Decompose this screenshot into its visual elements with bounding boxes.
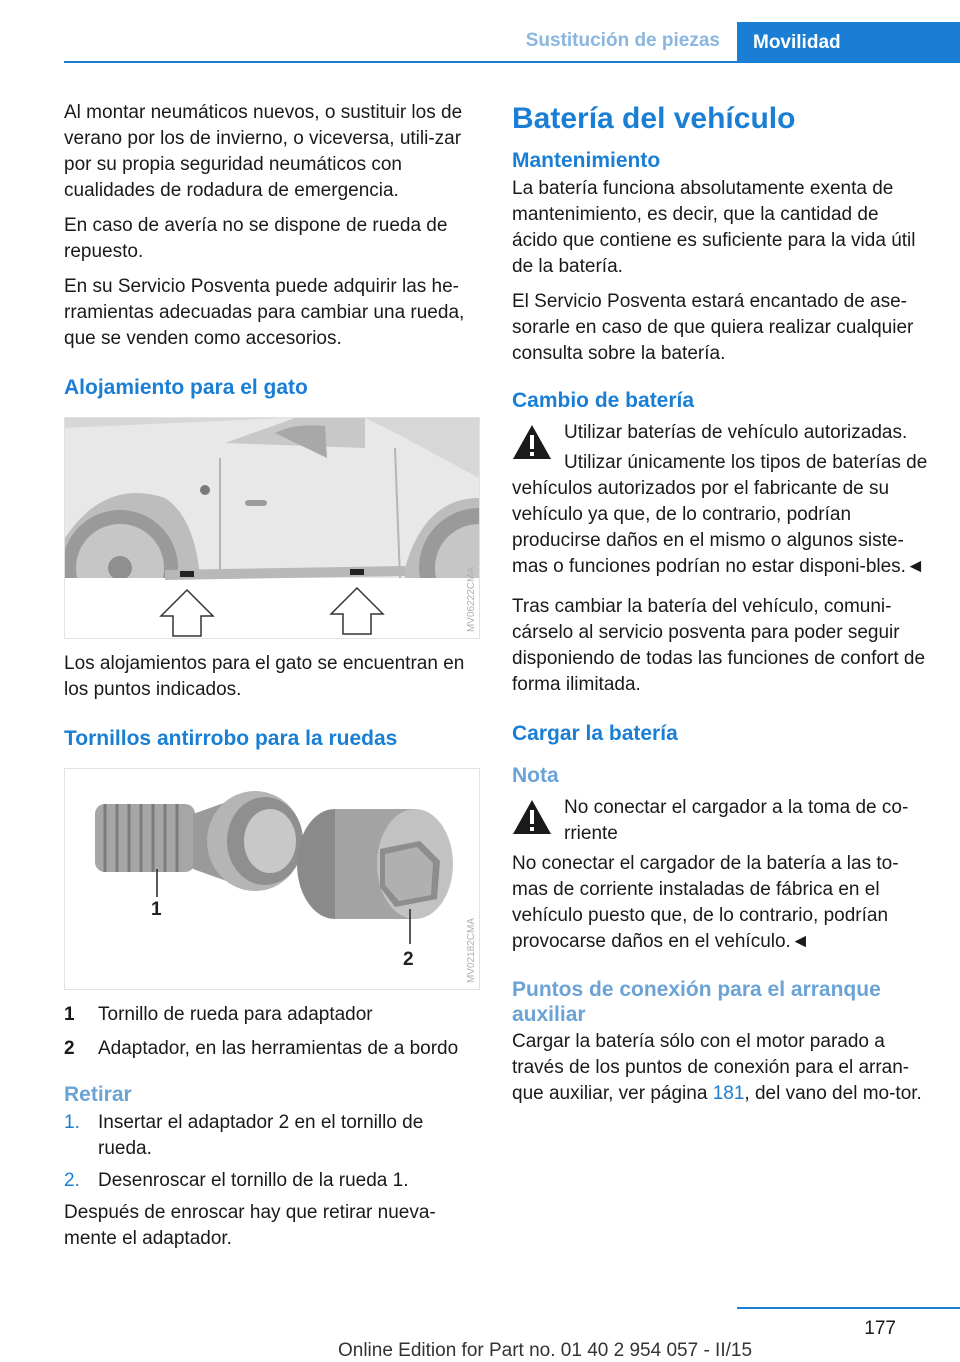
callout-2: 2 [403,949,414,970]
wheel-lock-legend [64,1002,482,1062]
legend-number: 1 [64,1004,75,1025]
warning-triangle-icon [512,424,552,460]
wheel-lock-bolt-illustration [65,769,479,989]
warning-title: Utilizar baterías de vehículo autorizadas. [564,422,908,443]
warning-body: Utilizar únicamente los tipos de baterías de vehículos autorizados por el fabricante de su vehículo ya que, de lo contrario, podrían producirse daños en el mismo o algunos siste‐mas o funciones podrían no estar disponi‐bles.◄ [512,452,928,577]
battery-title: Batería del vehículo [512,102,796,135]
jump-start-paragraph [512,1029,928,1107]
tire-paragraph-1: Al montar neumáticos nuevos, o sustituir los de verano por los de invierno, o viceversa, utili‐zar por su propia seguridad neumáticos con cualidades de rodadura de emergencia. [64,102,463,201]
battery-change-after: Tras cambiar la batería del vehículo, comuni‐cárselo al servicio posventa para poder seguir disponiendo de todas las funciones de confort de forma ilimitada. [512,596,926,695]
edition-footer: Online Edition for Part no. 01 40 2 954 057 - II/15 [337,1340,753,1361]
charge-heading: Cargar la batería [512,722,678,745]
remove-steps [64,1110,482,1194]
step-number: 2. [64,1170,80,1191]
jump-start-heading: Puntos de conexión para el arranque auxiliar [512,978,881,1026]
maintenance-heading: Mantenimiento [512,149,661,172]
warning-title: No conectar el cargador a la toma de co‐rriente [564,797,909,844]
battery-change-warning [512,420,928,446]
legend-item [64,1036,482,1062]
jump-start-text: Cargar la batería sólo con el motor parado a través de los puntos de conexión para el arran‐que auxiliar, ver página [512,1031,910,1104]
page-number: 177 [864,1318,896,1339]
charge-warning [512,795,928,847]
step-text: Desenroscar el tornillo de la rueda 1. [98,1170,409,1191]
right-column [512,100,928,1116]
figure-code: MV02182CMA [466,917,477,983]
legend-item [64,1002,482,1028]
legend-number: 2 [64,1038,75,1059]
running-header-section: Sustitución de piezas [525,30,720,51]
car-side-illustration [65,418,479,638]
wheel-lock-heading: Tornillos antirrobo para la ruedas [64,727,398,750]
remove-after-text: Después de enroscar hay que retirar nueva‐mente el adaptador. [64,1202,436,1249]
legend-text: Adaptador, en las herramientas de a bordo [98,1038,459,1059]
wheel-lock-figure [64,768,480,990]
left-column [64,100,482,1261]
running-header-chapter-tab: Movilidad [737,22,960,63]
note-heading: Nota [512,764,559,787]
warning-triangle-icon [512,799,552,835]
step-number: 1. [64,1112,80,1133]
warning-body: No conectar el cargador de la batería a las to‐mas de corriente instaladas de fábrica en el vehículo puesto que, de lo contrario, podrían provocarse daños en el vehículo.◄ [512,853,899,952]
maintenance-paragraph-2: El Servicio Posventa estará encantado de ase‐sorarle en caso de que quiera realizar cualquier consulta sobre la batería. [512,291,914,364]
legend-text: Tornillo de rueda para adaptador [98,1004,373,1025]
tire-paragraph-2: En caso de avería no se dispone de rueda de repuesto. [64,215,448,262]
adapter [297,809,453,919]
battery-change-heading: Cambio de batería [512,389,695,412]
footer-rule [737,1307,960,1309]
maintenance-paragraph-1: La batería funciona absolutamente exenta de mantenimiento, es decir, que la cantidad de ácido que contiene es suficiente para la vida útil de la batería. [512,178,916,277]
callout-1: 1 [151,899,162,920]
jack-points-figure [64,417,480,639]
bolt-thread [95,804,195,872]
header-rule [64,61,960,63]
jump-start-text-end: , del vano del mo‐tor. [744,1083,922,1104]
step-text: Insertar el adaptador 2 en el tornillo de rueda. [98,1112,424,1159]
figure-code: MV06222CMA [466,566,477,632]
jack-points-heading: Alojamiento para el gato [64,376,308,399]
step-item [64,1110,482,1162]
step-item [64,1168,482,1194]
page-reference-link[interactable]: 181 [712,1083,745,1104]
tire-paragraph-3: En su Servicio Posventa puede adquirir las he‐rramientas adecuadas para cambiar una rueda, que se venden como accesorios. [64,276,465,349]
jack-points-caption: Los alojamientos para el gato se encuentran en los puntos indicados. [64,653,465,700]
remove-heading: Retirar [64,1083,132,1106]
